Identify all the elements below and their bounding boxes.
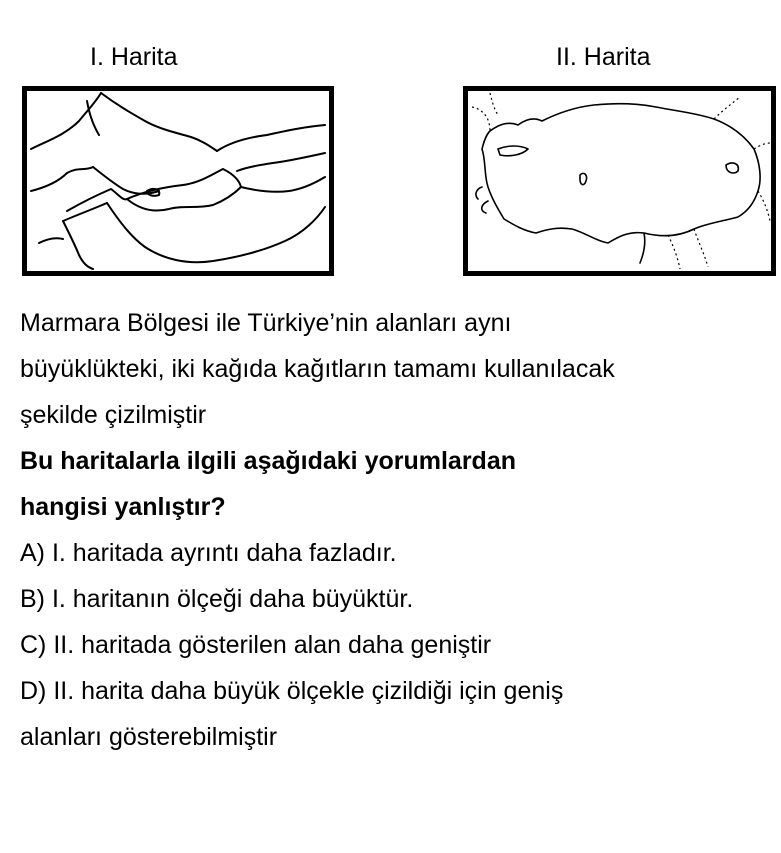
turkey-map bbox=[463, 86, 776, 276]
marmara-map-drawing bbox=[27, 91, 329, 271]
map-1-label: I. Harita bbox=[90, 43, 178, 71]
intro-line-2: büyüklükteki, iki kağıda kağıtların tamamı kullanılacak bbox=[20, 355, 615, 383]
intro-line-1: Marmara Bölgesi ile Türkiye’nin alanları aynı bbox=[20, 309, 512, 337]
option-b: B) I. haritanın ölçeği daha büyüktür. bbox=[20, 585, 414, 613]
question-text bbox=[20, 300, 780, 760]
option-d-continuation: alanları gösterebilmiştir bbox=[20, 723, 278, 751]
option-d: D) II. harita daha büyük ölçekle çizildiği için geniş bbox=[20, 677, 564, 705]
option-c: C) II. haritada gösterilen alan daha geniştir bbox=[20, 631, 492, 659]
turkey-map-drawing bbox=[468, 91, 771, 271]
prompt-line-1: Bu haritalarla ilgili aşağıdaki yorumlardan bbox=[20, 447, 516, 475]
option-a: A) I. haritada ayrıntı daha fazladır. bbox=[20, 539, 397, 567]
map-2-label: II. Harita bbox=[556, 43, 651, 71]
intro-line-3: şekilde çizilmiştir bbox=[20, 401, 207, 429]
marmara-region-map bbox=[22, 86, 334, 276]
prompt-line-2: hangisi yanlıştır? bbox=[20, 493, 226, 521]
